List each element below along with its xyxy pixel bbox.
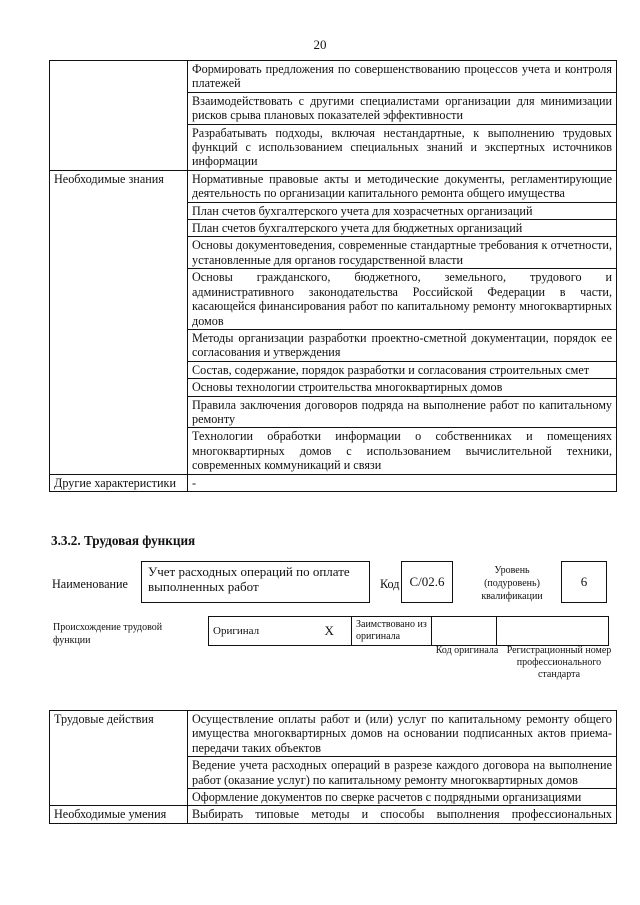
level-label: Уровень (подуровень) квалификации <box>481 565 543 602</box>
origin-label: Происхождение трудовой функции <box>53 622 163 646</box>
list-item: План счетов бухгалтерского учета для хозрасчетных организаций <box>188 202 617 219</box>
name-label: Наименование <box>52 577 128 591</box>
reg-number-cell <box>497 617 609 646</box>
list-item: План счетов бухгалтерского учета для бюджетных организаций <box>188 220 617 237</box>
table-row <box>209 617 609 646</box>
labor-actions-table <box>49 710 617 824</box>
table-row <box>50 61 617 93</box>
origin-code-caption: Код оригинала <box>435 645 499 656</box>
function-name: Учет расходных операций по оплате выполненных работ <box>148 564 350 594</box>
table-row <box>50 806 617 823</box>
function-code: C/02.6 <box>409 574 445 589</box>
original-label: Оригинал <box>209 617 321 646</box>
level-box <box>561 561 607 603</box>
page-number: 20 <box>313 37 327 52</box>
list-item: Основы гражданского, бюджетного, земельного, трудового и административного законодательства Российской Федерации в части, касающейся финансирования работ по капитальному ремонту многоквартирных домов <box>188 269 617 330</box>
function-name-box <box>141 561 370 603</box>
list-item: Основы документоведения, современные стандартные требования к отчетности, установленные для органов государственной власти <box>188 237 617 269</box>
section-title: 3.3.2. Трудовая функция <box>51 533 196 548</box>
requirements-table <box>49 60 617 492</box>
row-label <box>50 61 188 171</box>
list-item: Ведение учета расходных операций в разрезе каждого договора на выполнение работ (оказание услуг) по капитальному ремонту многоквартирных домов <box>188 757 617 789</box>
function-code-box <box>401 561 453 603</box>
row-label-knowledge: Необходимые знания <box>50 170 188 474</box>
list-item: Осуществление оплаты работ и (или) услуг по капитальному ремонту общего имущества многоквартирных домов на основании подписанных актов приема-передачи таких объектов <box>188 711 617 757</box>
list-item: Технологии обработки информации о собственниках и помещениях многоквартирных домов с использованием вычислительной техники, современных коммуникаций и связи <box>188 428 617 474</box>
list-item: - <box>188 474 617 491</box>
reg-number-caption: Регистрационный номер профессионального стандарта <box>506 645 612 680</box>
list-item: Состав, содержание, порядок разработки и согласования строительных смет <box>188 361 617 378</box>
level-value: 6 <box>580 574 588 589</box>
code-label: Код <box>380 577 400 591</box>
list-item: Выбирать типовые методы и способы выполнения профессиональных <box>188 806 617 823</box>
table-row <box>50 474 617 491</box>
original-mark: X <box>321 617 352 646</box>
list-item: Основы технологии строительства многоквартирных домов <box>188 379 617 396</box>
table-row <box>50 170 617 202</box>
list-item: Нормативные правовые акты и методические документы, регламентирующие деятельность по организации капитального ремонта общего имущества <box>188 170 617 202</box>
list-item: Методы организации разработки проектно-сметной документации, порядок ее согласования и утверждения <box>188 329 617 361</box>
list-item: Формировать предложения по совершенствованию процессов учета и контроля платежей <box>188 61 617 93</box>
list-item: Правила заключения договоров подряда на выполнение работ по капитальному ремонту <box>188 396 617 428</box>
list-item: Взаимодействовать с другими специалистами организации для минимизации рисков срыва плановых показателей эффективности <box>188 92 617 124</box>
row-label-other: Другие характеристики <box>50 474 188 491</box>
table-row <box>50 711 617 757</box>
row-label-skills: Необходимые умения <box>50 806 188 823</box>
origin-table <box>208 616 609 646</box>
borrowed-label: Заимствовано из оригинала <box>352 617 432 646</box>
row-label-actions: Трудовые действия <box>50 711 188 806</box>
list-item: Оформление документов по сверке расчетов с подрядными организациями <box>188 789 617 806</box>
origin-code-cell <box>432 617 497 646</box>
list-item: Разрабатывать подходы, включая нестандартные, к выполнению трудовых функций с использованием специальных знаний и экспертных источников информации <box>188 124 617 170</box>
